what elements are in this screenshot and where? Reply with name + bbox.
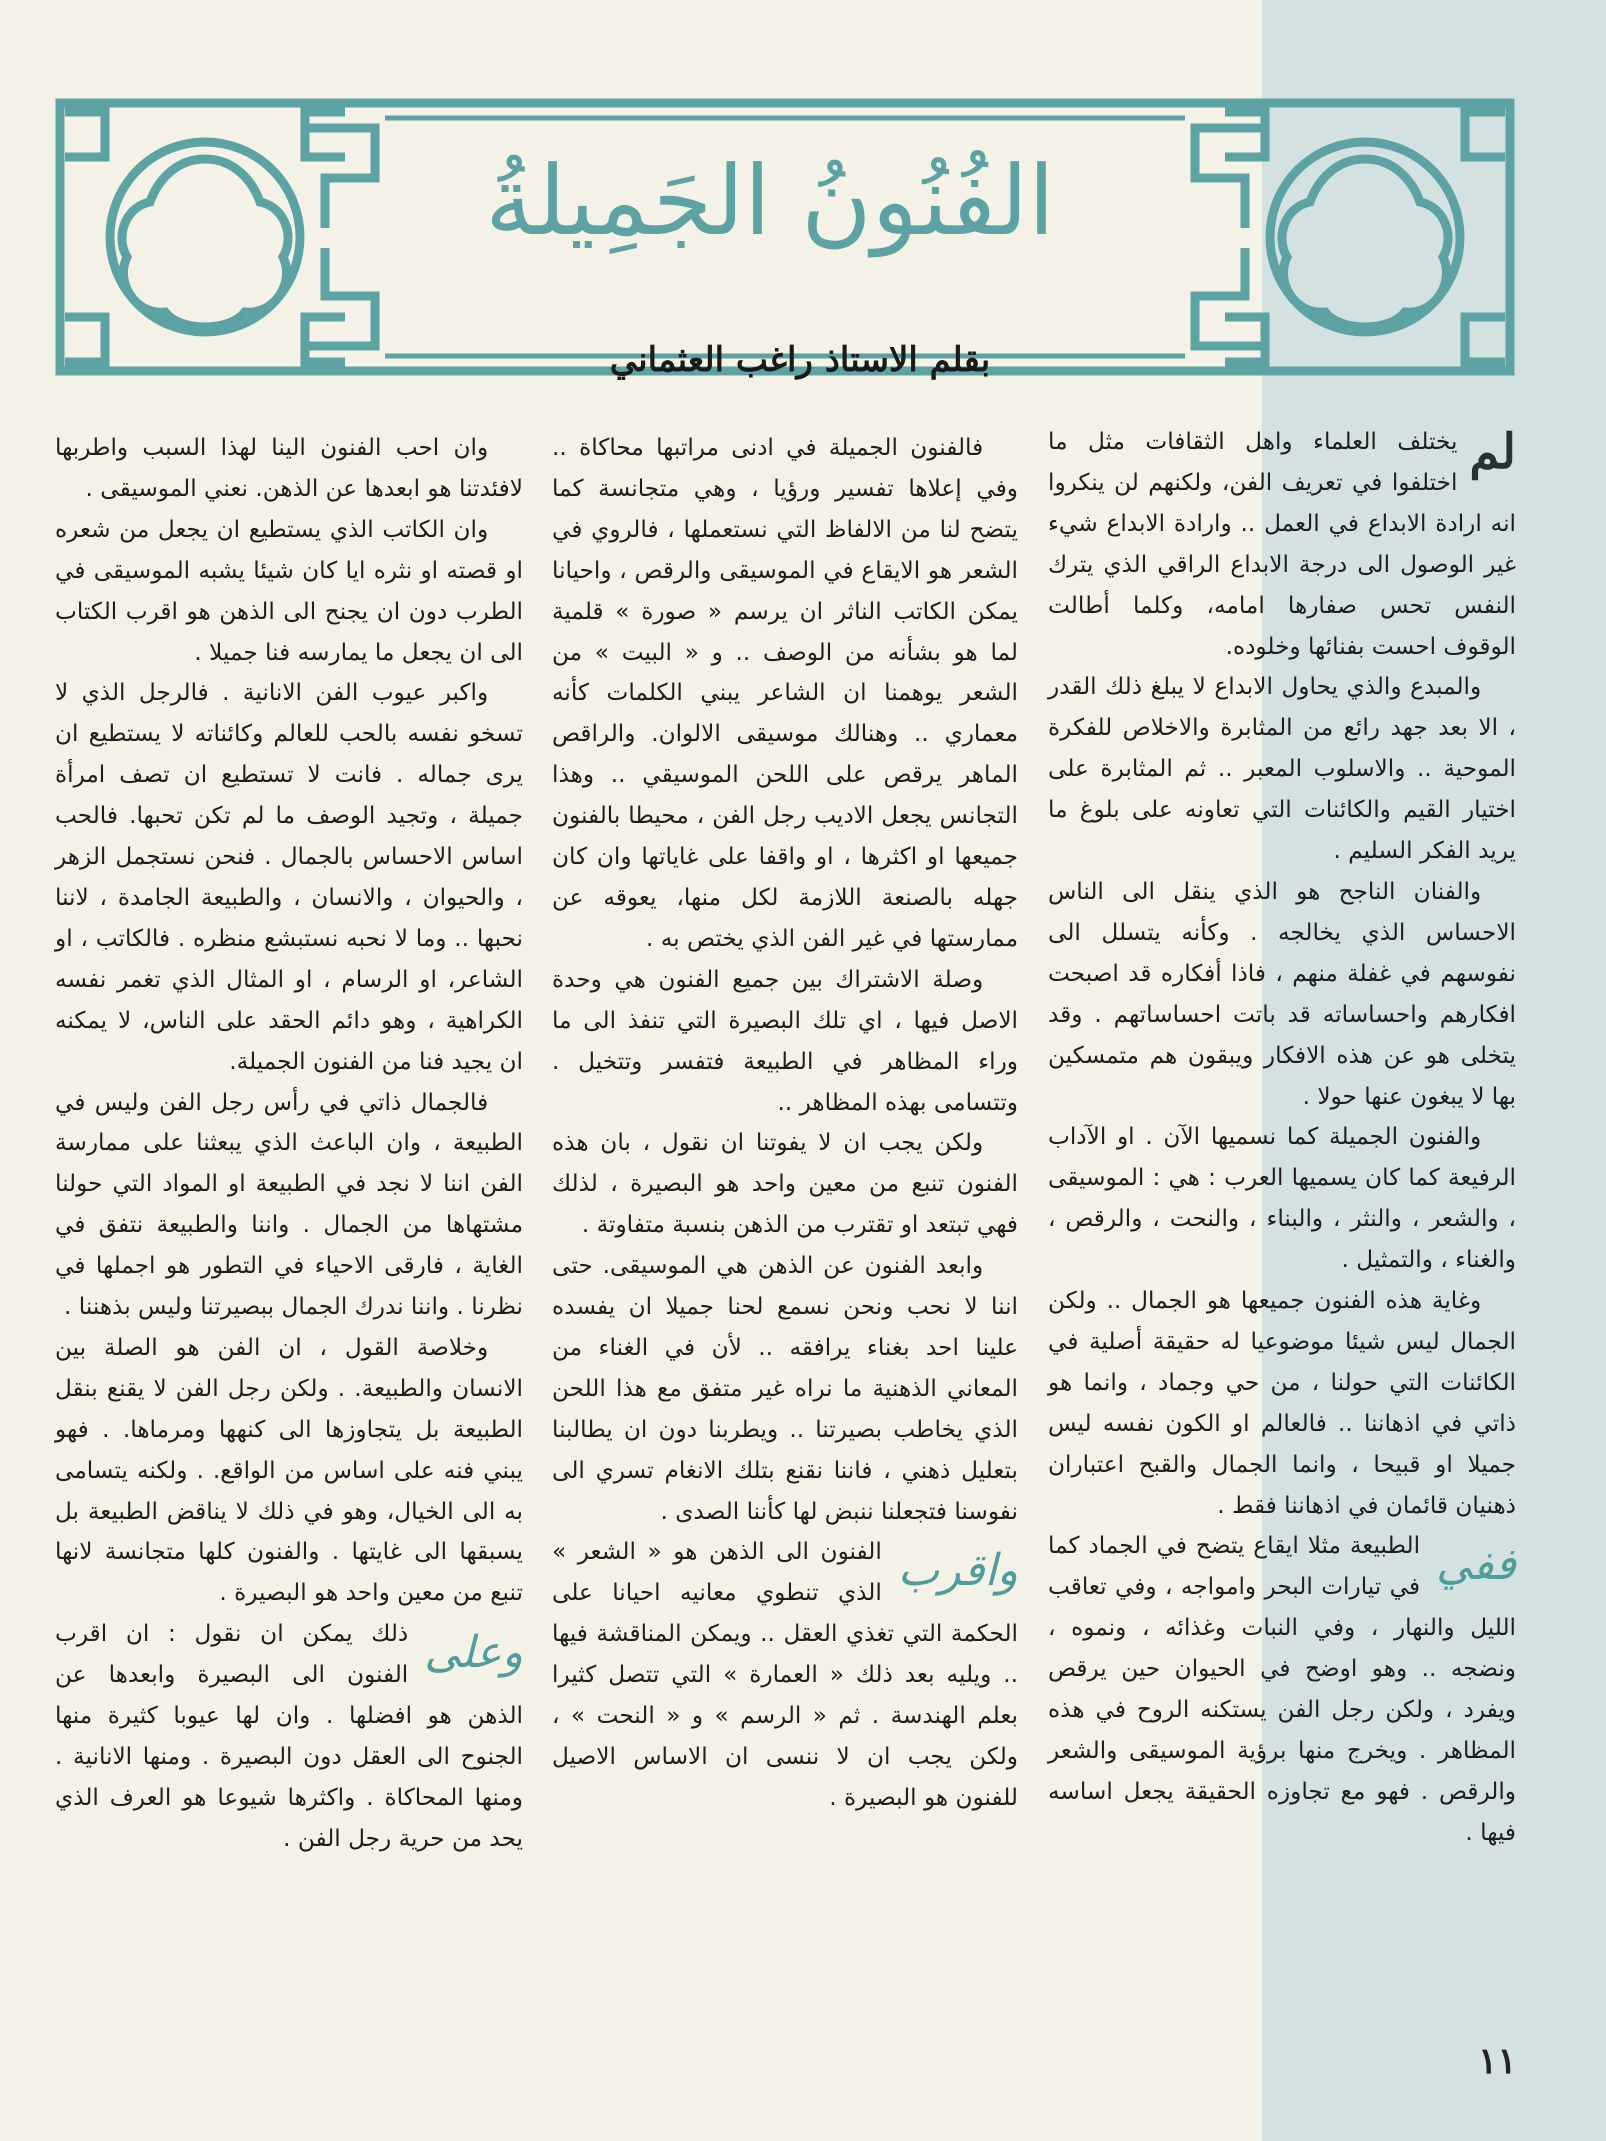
decorative-lead-word: ففي <box>1436 1539 1516 1591</box>
paragraph: الطبيعة مثلا ايقاع يتضح في الجماد كما في تيارات البحر وامواجه ، وفي تعاقب الليل والنهار ، وفي النبات وغذائه ، ونموه ، ونضجه .. وهو اوضح في الحيوان حين يرقص ويفرد ، ولكن رجل الفن يستكنه الروح في هذه المظاهر . ويخرج منها برؤية الموسيقى والشعر والرقص . فهو مع تجاوزه الحقيقة يجعل اساسه فيها . <box>1048 1532 1516 1846</box>
paragraph: والمبدع والذي يحاول الابداع لا يبلغ ذلك القدر ، الا بعد جهد رائع من المثابرة والاخلاص للفكرة الموحية .. والاسلوب المعبر .. ثم المثابرة على اختيار القيم والكائنات التي تعاونه على بلوغ ما يريد الفكر السليم . <box>1048 673 1516 865</box>
paragraph: وان احب الفنون الينا لهذا السبب واطربها لافئدتنا هو ابعدها عن الذهن. نعني الموسيقى . <box>55 434 523 502</box>
paragraph: والفنون الجميلة كما نسميها الآن . او الآداب الرفيعة كما كان يسميها العرب : هي : الموسيقى ، والشعر ، والنثر ، والبناء ، والنحت ، والرقص ، والغناء ، والتمثيل . <box>1048 1123 1516 1274</box>
title-header <box>55 98 1515 376</box>
paragraph: ولكن يجب ان لا يفوتنا ان نقول ، بان هذه الفنون تنبع من معين واحد هو البصيرة ، لذلك فهي تبتعد او تقترب من الذهن بنسبة متفاوتة . <box>552 1129 1018 1239</box>
author-byline: بقلم الاستاذ راغب العثماني <box>609 340 991 380</box>
article-column-right <box>1048 422 1516 1854</box>
paragraph: ذلك يمكن ان نقول : ان اقرب الفنون الى البصيرة وابعدها عن الذهن هو افضلها . وان لها عيوبا كثيرة منها الجنوح الى العقل دون البصيرة . ومنها الانانية . ومنها المحاكاة . واكثرها شيوعا هو العرف الذي يحد من حرية رجل الفن . <box>55 1620 523 1852</box>
page-number: ١١ <box>1478 2040 1517 2082</box>
paragraph: فالفنون الجميلة في ادنى مراتبها محاكاة .. وفي إعلاها تفسير ورؤيا ، وهي متجانسة كما يتضح لنا من الالفاظ التي نستعملها ، فالروي في الشعر هو الايقاع في الموسيقى والرقص ، واحيانا يمكن الكاتب الناثر ان يرسم « صورة » قلمية لما هو بشأنه من الوصف .. و « البيت » من الشعر يوهمنا ان الشاعر يبني الكلمات كأنه معماري .. وهنالك موسيقى الالوان. والراقص الماهر يرقص على اللحن الموسيقي .. وهذا التجانس يجعل الاديب رجل الفن ، محيطا بالفنون جميعها او اكثرها ، او واقفا على غاياتها وان كان جهله بالصنعة اللازمة لكل منها، يعوقه عن ممارستها في غير الفن الذي يختص به . <box>552 434 1018 952</box>
paragraph: وخلاصة القول ، ان الفن هو الصلة بين الانسان والطبيعة. . ولكن رجل الفن لا يقنع بنقل الطبيعة بل يتجاوزها الى كنهها ومرماها. . فهو يبني فنه على اساس من الواقع. . ولكنه يتسامى به الى الخيال، وهو في ذلك لا يناقض الطبيعة بل يسبقها الى غايتها . والفنون كلها متجانسة لانها تنبع من معين واحد هو البصيرة . <box>55 1333 523 1607</box>
article-column-left <box>55 428 523 1860</box>
paragraph: وابعد الفنون عن الذهن هي الموسيقى. حتى اننا لا نحب ونحن نسمع لحنا جميلا ان يفسده علينا احد بغناء يرافقه .. لأن في الغناء من المعاني الذهنية ما نراه غير متفق مع هذا اللحن الذي يخاطب بصيرتنا .. ويطربنا دون ان يطالبنا بتعليل ذهني ، فاننا نقنع بتلك الانغام تسري الى نفوسنا فتجعلنا ننبض لها كأننا الصدى . <box>552 1252 1018 1525</box>
article-column-middle <box>552 428 1018 1819</box>
page-title: الفُنُونُ الجَمِيلةُ <box>485 145 1055 257</box>
paragraph: والفنان الناجح هو الذي ينقل الى الناس الاحساس الذي يخالجه . وكأنه يتسلل الى نفوسهم في غفلة منهم ، فاذا أفكاره قد اصبحت افكارهم واحساساته قد باتت احساساتهم . وقد يتخلى هو عن هذه الافكار ويبقون هم متمسكين بها لا يبغون عنها حولا . <box>1048 877 1516 1110</box>
paragraph: وصلة الاشتراك بين جميع الفنون هي وحدة الاصل فيها ، اي تلك البصيرة التي تنفذ الى ما وراء المظاهر في الطبيعة فتفسر وتتخيل . وتتسامى بهذه المظاهر .. <box>552 965 1018 1116</box>
paragraph: يختلف العلماء واهل الثقافات مثل ما اختلفوا في تعريف الفن، ولكنهم لن ينكروا انه ارادة الابداع في العمل .. وارادة الابداع شيء غير الوصول الى درجة الابداع الراقي الذي يترك النفس تحس صفارها امامه، وكلما أطالت الوقوف احست بفنائها وخلوده. <box>1048 428 1516 660</box>
drop-cap: لم <box>1469 424 1516 480</box>
paragraph: واكبر عيوب الفن الانانية . فالرجل الذي لا تسخو نفسه بالحب للعالم وكائناته لا يستطيع ان يرى جماله . فانت لا تستطيع ان تصف امرأة جميلة ، وتجيد الوصف ما لم تكن تحبها. فالحب اساس الاحساس بالجمال . فنحن نستجمل الزهر ، والحيوان ، والانسان ، والطبيعة الجامدة ، لاننا نحبها .. وما لا نحبه نستبشع منظره . فالكاتب ، او الشاعر، او الرسام ، او المثال الذي تغمر نفسه الكراهية ، وهو دائم الحقد على الناس، لا يمكنه ان يجيد فنا من الفنون الجميلة. <box>55 679 523 1075</box>
paragraph: وغاية هذه الفنون جميعها هو الجمال .. ولكن الجمال ليس شيئا موضوعيا له حقيقة أصلية في الكائنات التي حولنا ، من حي وجماد ، وانما هو ذاتي في اذهاننا .. فالعالم او الكون نفسه ليس جميلا او قبيحا ، وانما الجمال والقبح اعتباران ذهنيان قائمان في اذهاننا فقط . <box>1048 1287 1516 1519</box>
decorative-lead-word: وعلى <box>424 1627 523 1679</box>
paragraph: الفنون الى الذهن هو « الشعر » الذي تنطوي معانيه احيانا على الحكمة التي تغذي العقل .. ويمكن المناقشة فيها .. ويليه بعد ذلك « العمارة » التي تتصل كثيرا بعلم الهندسة . ثم « الرسم » و « النحت » ، ولكن يجب ان لا ننسى ان الاساس الاصيل للفنون هو البصيرة . <box>552 1538 1018 1811</box>
paragraph: وان الكاتب الذي يستطيع ان يجعل من شعره او قصته او نثره ايا كان شيئا يشبه الموسيقى في الطرب دون ان يجنح الى الذهن هو اقرب الكتاب الى ان يجعل ما يمارسه فنا جميلا . <box>55 515 523 666</box>
decorative-lead-word: واقرب <box>897 1545 1018 1597</box>
paragraph: فالجمال ذاتي في رأس رجل الفن وليس في الطبيعة ، وان الباعث الذي يبعثنا على ممارسة الفن اننا لا نجد في الطبيعة او المواد التي حولنا مشتهاها من الجمال . واننا والطبيعة نتفق في الغاية ، فارقى الاحياء في التطور هو اجملها في نظرنا . واننا ندرك الجمال ببصيرتنا وليس بذهننا . <box>55 1088 523 1321</box>
